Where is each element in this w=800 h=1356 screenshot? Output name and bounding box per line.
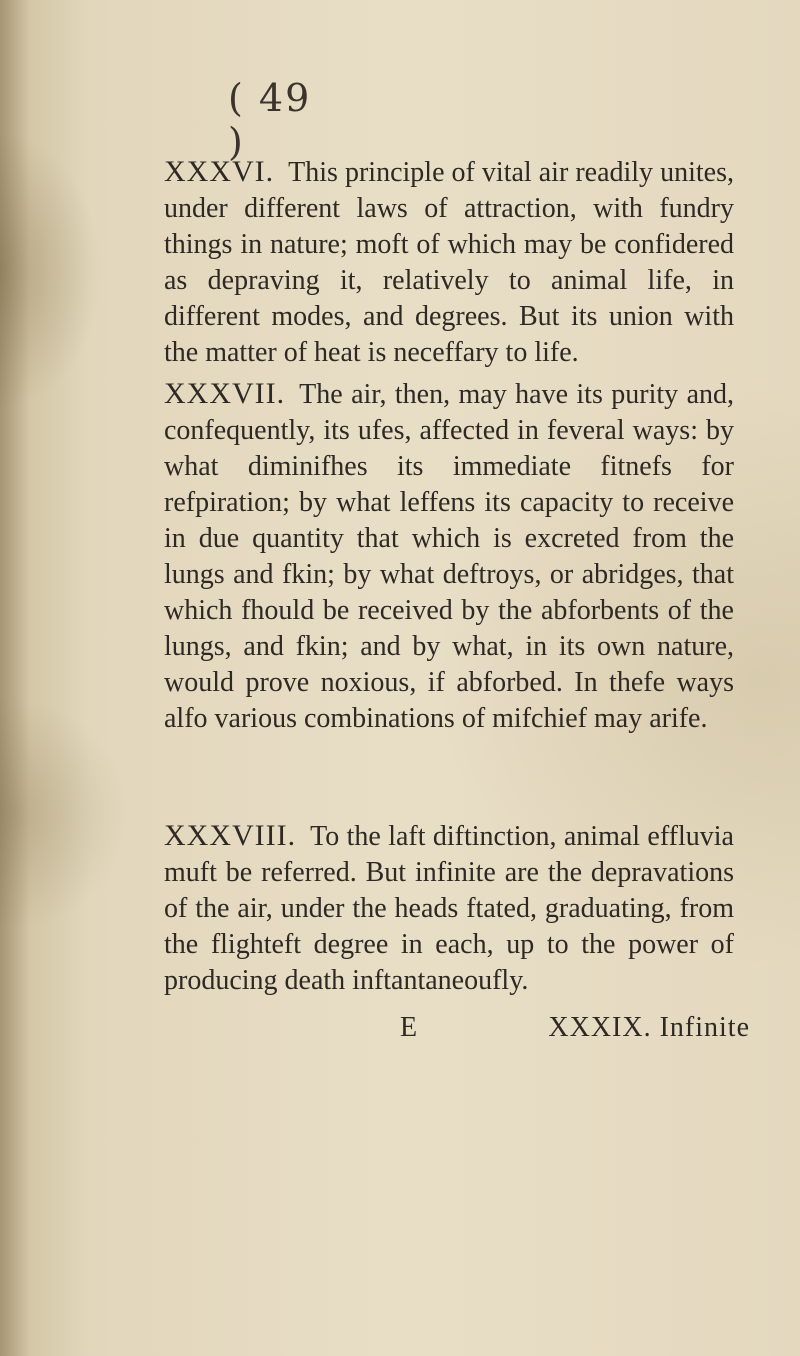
paragraph-numeral: XXXVII. bbox=[164, 377, 286, 410]
paragraph-36 bbox=[116, 154, 734, 371]
paragraph-38 bbox=[116, 818, 734, 999]
page-edge-shadow bbox=[0, 0, 30, 1356]
paragraph-text: The air, then, may have its purity and, confequently, its ufes, affected in feveral ways: by what diminifhes its immediate fitnefs for refpiration; by what leffens its capacity to receive in due quantity that which is excreted from the lungs and fkin; by what deftroys, or abridges, that which fhould be received by the abforbents of the lungs, and fkin; and by what, in its own nature, would prove noxious, if abforbed. In thefe ways alfo various combinations of mifchief may arife. bbox=[164, 379, 734, 734]
page-number: ( 49 ) bbox=[228, 76, 312, 164]
paragraph-text: This principle of vital air readily unites, under different laws of attraction, with fundry things in nature; moft of which may be confidered as depraving it, relatively to animal life, in different modes, and degrees. But its union with the matter of heat is neceffary to life. bbox=[164, 157, 734, 368]
catchword: XXXIX. Infinite bbox=[548, 1012, 750, 1043]
paragraph-numeral: XXXVIII. bbox=[164, 819, 297, 852]
footer-catchline bbox=[400, 1012, 750, 1044]
paragraph-text: To the laft diftinction, animal effluvia muft be referred. But infinite are the depravations of the air, under the heads ftated, graduating, from the flighteft degree in each, up to the power of producing death inftantaneoufly. bbox=[164, 821, 734, 996]
paragraph-37 bbox=[116, 376, 734, 737]
signature-mark: E bbox=[400, 1012, 418, 1043]
paragraph-numeral: XXXVI. bbox=[164, 155, 275, 188]
